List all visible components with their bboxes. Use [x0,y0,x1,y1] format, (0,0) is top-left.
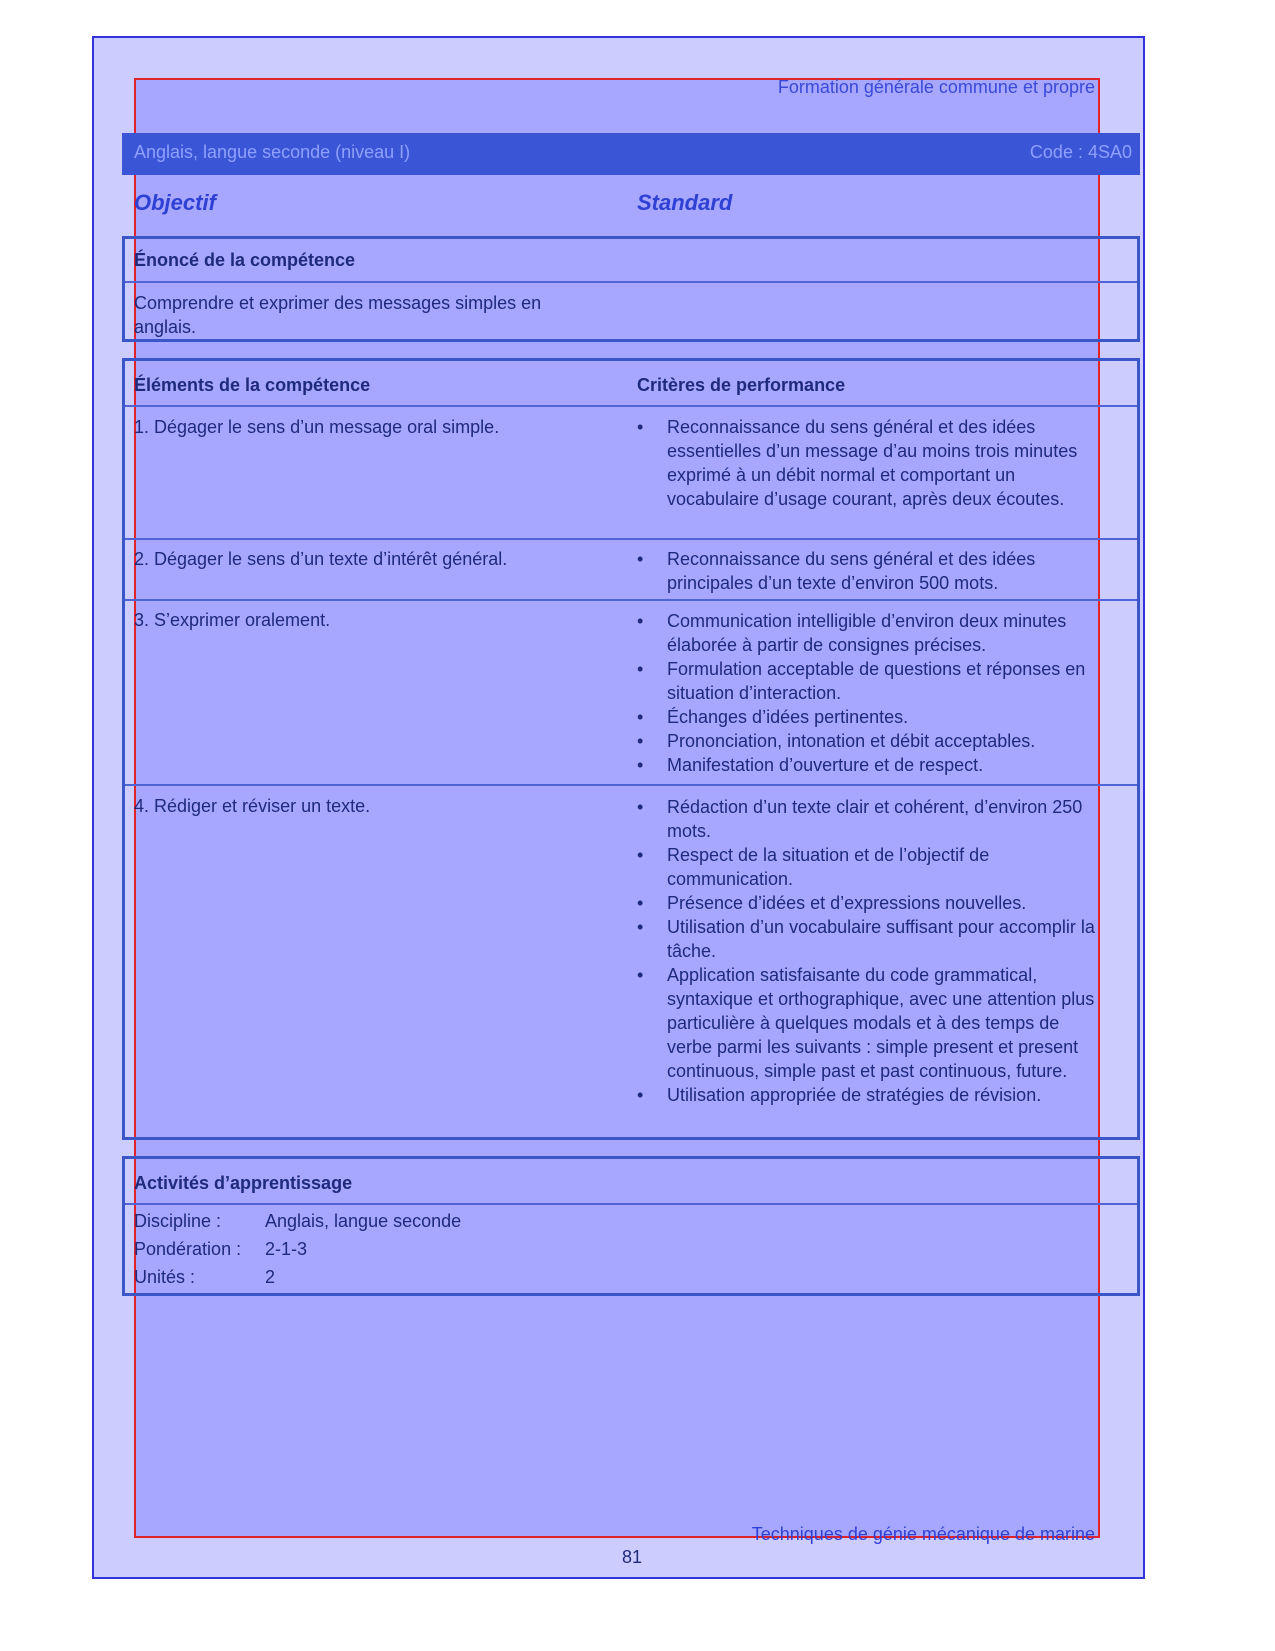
criterion: • Rédaction d’un texte clair et cohérent, d’environ 250 mots. [637,795,1107,843]
element-2: 2. Dégager le sens d’un texte d’intérêt général. [134,549,508,569]
criterion: • Utilisation d’un vocabulaire suffisant pour accomplir la tâche. [637,915,1107,963]
divider [125,784,1137,786]
criterion: • Reconnaissance du sens général et des idées principales d’un texte d’environ 500 mots. [637,547,1107,595]
standard-heading: Standard [637,190,733,215]
criterion: • Échanges d’idées pertinentes. [637,705,1107,729]
element-4: 4. Rédiger et réviser un texte. [134,796,371,816]
activites-title: Activités d’apprentissage [134,1173,353,1193]
criterion: • Formulation acceptable de questions et réponses en situation d’interaction. [637,657,1107,705]
criterion: • Manifestation d’ouverture et de respect. [637,753,1107,777]
activites-box [122,1156,1140,1296]
criterion: • Communication intelligible d’environ deux minutes élaborée à partir de consignes précises. [637,609,1107,657]
criterion: • Présence d’idées et d’expressions nouvelles. [637,891,1107,915]
element-1: 1. Dégager le sens d’un message oral simple. [134,417,500,437]
enonce-title: Énoncé de la compétence [134,250,356,270]
elements-box [122,358,1140,1140]
enonce-text-line1: Comprendre et exprimer des messages simples en [134,293,542,313]
enonce-box [122,236,1140,342]
ponderation-value: 2-1-3 [265,1239,308,1259]
discipline-value: Anglais, langue seconde [265,1211,462,1231]
criterion: • Application satisfaisante du code grammatical, syntaxique et orthographique, avec une attention plus particulière à quelques modals et à des temps de verbe parmi les suivants : simple present et present continuous, simple past et past continuous, future. [637,963,1107,1083]
criteria-heading: Critères de performance [637,375,846,395]
section-title: Formation générale commune et propre [777,77,1095,97]
objectif-heading: Objectif [134,190,216,215]
criteria-list-4 [637,795,1107,1107]
criteria-list-3 [637,609,1107,777]
criterion: • Reconnaissance du sens général et des idées essentielles d’un message d’au moins trois minutes exprimé à un débit normal et comportant un vocabulaire d’usage courant, après deux écoutes. [637,415,1107,511]
divider [125,405,1137,407]
unites-label: Unités : [134,1267,196,1287]
unites-value: 2 [265,1267,276,1287]
criterion: • Utilisation appropriée de stratégies de révision. [637,1083,1107,1107]
program-name: Techniques de génie mécanique de marine [751,1524,1095,1544]
divider [125,281,1137,283]
divider [125,1203,1137,1205]
elements-heading: Éléments de la compétence [134,375,371,395]
criterion: • Respect de la situation et de l’objectif de communication. [637,843,1107,891]
page-number: 81 [622,1547,643,1567]
element-3: 3. S’exprimer oralement. [134,610,331,630]
course-name: Anglais, langue seconde (niveau I) [134,142,411,162]
criterion: • Prononciation, intonation et débit acceptables. [637,729,1107,753]
course-code: Code : 4SA0 [1029,142,1132,162]
course-bar [122,133,1140,175]
criteria-list-1 [637,415,1107,511]
ponderation-label: Pondération : [134,1239,242,1259]
discipline-label: Discipline : [134,1211,222,1231]
divider [125,538,1137,540]
divider [125,599,1137,601]
criteria-list-2 [637,547,1107,595]
enonce-text-line2: anglais. [134,317,197,337]
